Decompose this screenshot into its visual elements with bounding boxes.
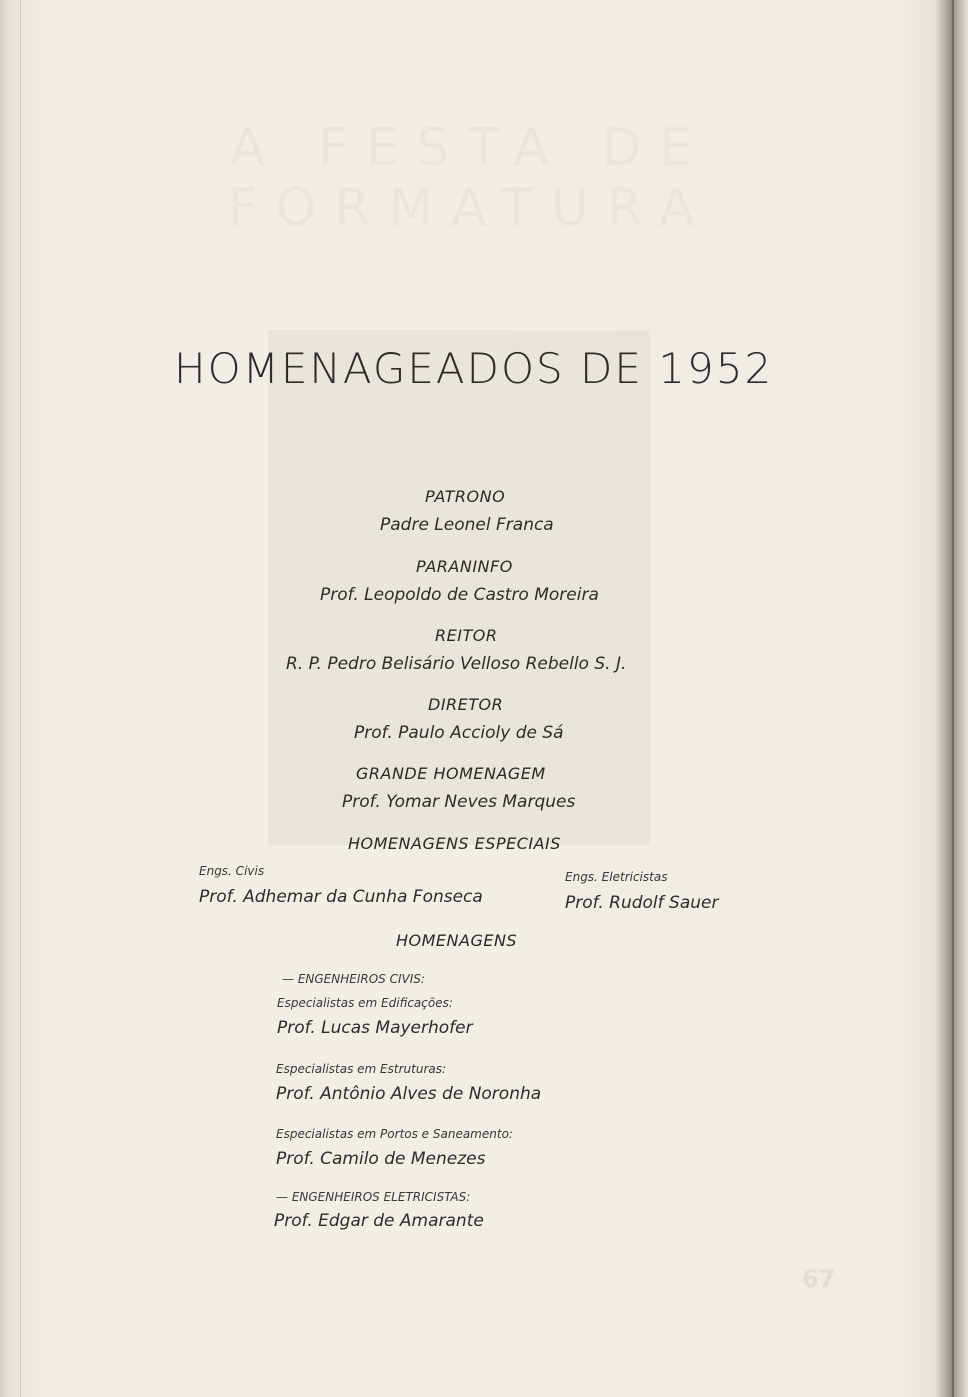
civil-group-estruturas: Especialistas em Estruturas: xyxy=(276,1062,447,1076)
binding-edge xyxy=(20,0,21,1397)
section-heading-diretor: DIRETOR xyxy=(428,695,504,714)
section-name-diretor: Prof. Paulo Accioly de Sá xyxy=(354,723,564,743)
section-heading-grande-homenagem: GRANDE HOMENAGEM xyxy=(356,764,546,783)
section-heading-patrono: PATRONO xyxy=(425,487,506,506)
section-name-paraninfo: Prof. Leopoldo de Castro Moreira xyxy=(320,585,599,605)
civil-name-estruturas: Prof. Antônio Alves de Noronha xyxy=(276,1084,542,1104)
civil-engineers-heading: — ENGENHEIROS CIVIS: xyxy=(282,972,425,986)
special-right-group: Engs. Eletricistas xyxy=(565,870,668,884)
civil-name-portos: Prof. Camilo de Menezes xyxy=(276,1149,486,1169)
electrical-engineers-heading: — ENGENHEIROS ELETRICISTAS: xyxy=(276,1190,471,1204)
civil-name-edificacoes: Prof. Lucas Mayerhofer xyxy=(277,1018,473,1038)
show-through-page-number: 67 xyxy=(802,1265,836,1293)
show-through-text: A FESTA DE FORMATURA xyxy=(227,118,713,238)
special-homages-heading: HOMENAGENS ESPECIAIS xyxy=(348,834,561,853)
page-title: HOMENAGEADOS DE 1952 xyxy=(174,344,774,393)
electrical-name: Prof. Edgar de Amarante xyxy=(274,1211,484,1231)
special-right-name: Prof. Rudolf Sauer xyxy=(565,893,719,913)
section-name-reitor: R. P. Pedro Belisário Velloso Rebello S. J. xyxy=(286,654,627,674)
special-left-group: Engs. Civis xyxy=(199,864,265,878)
special-left-name: Prof. Adhemar da Cunha Fonseca xyxy=(199,887,483,907)
section-heading-reitor: REITOR xyxy=(435,626,498,645)
section-name-grande-homenagem: Prof. Yomar Neves Marques xyxy=(342,792,576,812)
civil-group-portos: Especialistas em Portos e Saneamento: xyxy=(276,1127,513,1141)
section-name-patrono: Padre Leonel Franca xyxy=(380,515,554,535)
section-heading-paraninfo: PARANINFO xyxy=(416,557,513,576)
homenagens-heading: HOMENAGENS xyxy=(396,931,518,950)
page-edge xyxy=(952,0,954,1397)
civil-group-edificacoes: Especialistas em Edificações: xyxy=(277,996,453,1010)
